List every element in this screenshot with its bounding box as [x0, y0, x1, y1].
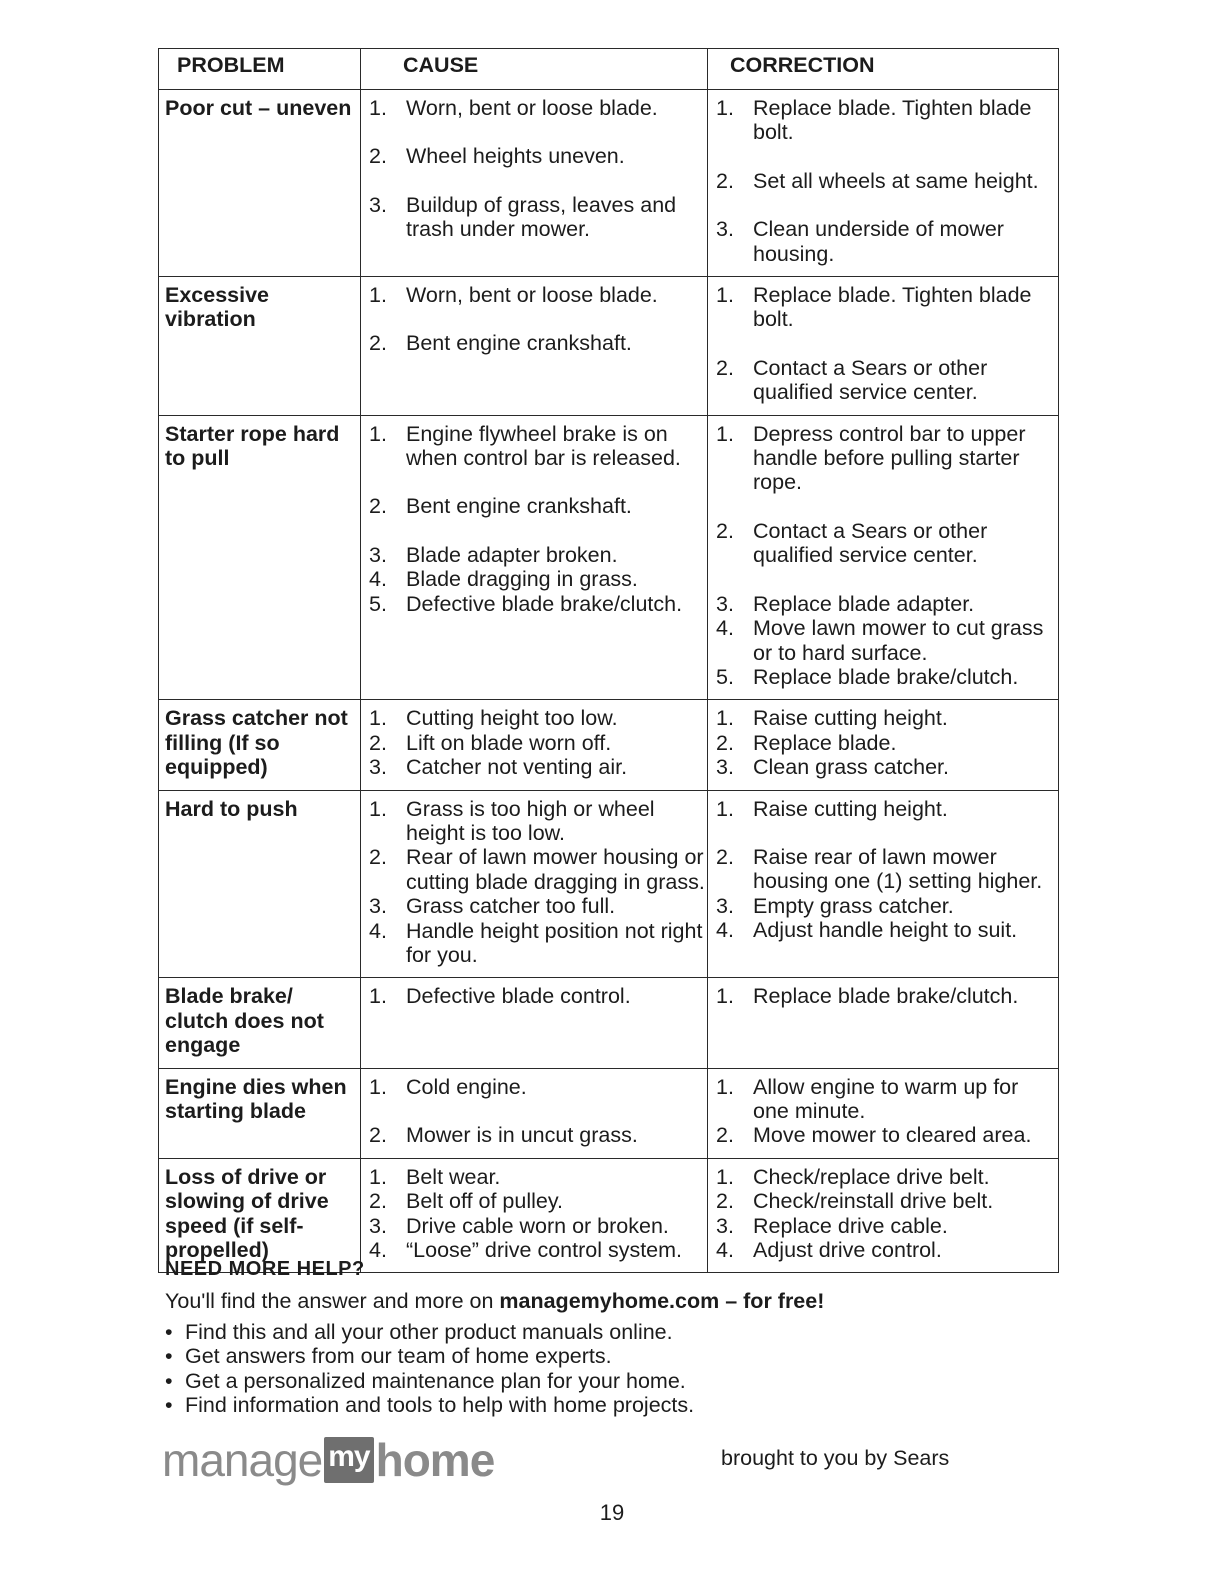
item-number: 2. — [716, 168, 734, 193]
correction-item — [716, 1123, 1056, 1147]
correction-item — [716, 706, 1056, 730]
cause-item — [369, 1075, 705, 1099]
correction-item — [716, 755, 1056, 779]
item-number: 4. — [716, 1238, 734, 1263]
correction-item — [716, 1075, 1056, 1124]
item-text: Belt wear. — [406, 1164, 501, 1189]
item-text: Replace blade. Tighten blade bolt. — [753, 96, 1032, 145]
item-text: Allow engine to warm up for one minute. — [753, 1074, 1019, 1123]
cause-item — [369, 1214, 705, 1238]
correction-item — [716, 422, 1056, 495]
cause-cell — [361, 978, 708, 1068]
correction-cell — [708, 1068, 1059, 1158]
cause-item — [369, 494, 705, 518]
problem-cell: Grass catcher not filling (If so equipped) — [159, 700, 361, 790]
item-text: Contact a Sears or other qualified service center. — [753, 355, 988, 405]
item-text: Clean underside of mower housing. — [753, 217, 1004, 266]
cause-item — [369, 797, 705, 846]
correction-item — [716, 1214, 1056, 1238]
item-number: 1. — [716, 1074, 734, 1099]
item-number: 3. — [716, 755, 734, 780]
item-text: Cold engine. — [406, 1074, 527, 1099]
item-text: Empty grass catcher. — [753, 893, 954, 918]
bullet-text: Get answers from our team of home experts. — [185, 1344, 612, 1369]
item-number: 2. — [369, 331, 387, 356]
correction-item — [716, 797, 1056, 821]
correction-item — [716, 1165, 1056, 1189]
item-text: Replace blade brake/clutch. — [753, 664, 1019, 689]
item-text: Clean grass catcher. — [753, 755, 949, 780]
correction-item — [716, 918, 1056, 942]
item-text: “Loose” drive control system. — [406, 1238, 683, 1263]
item-number: 2. — [369, 1123, 387, 1147]
cause-item — [369, 144, 705, 168]
item-number: 4. — [716, 918, 734, 943]
table-row — [159, 1158, 1059, 1273]
item-text: Grass catcher too full. — [406, 894, 616, 919]
item-text: Rear of lawn mower housing or cutting blade dragging in grass. — [406, 845, 705, 894]
cause-item — [369, 845, 705, 894]
problem-cell: Loss of drive or slowing of drive speed (if self-propelled) — [159, 1158, 361, 1273]
item-number: 3. — [369, 192, 387, 217]
item-number: 1. — [369, 283, 387, 308]
correction-item — [716, 217, 1056, 266]
problem-cell: Blade brake/ clutch does not engage — [159, 978, 361, 1068]
item-number: 4. — [369, 918, 387, 943]
bullet-text: Get a personalized maintenance plan for your home. — [185, 1368, 686, 1393]
correction-item — [716, 169, 1056, 193]
correction-cell — [708, 1158, 1059, 1273]
cause-cell — [361, 790, 708, 978]
item-text: Defective blade brake/clutch. — [406, 591, 683, 616]
header-correction: CORRECTION — [708, 49, 1059, 90]
problem-cell: Poor cut – uneven — [159, 90, 361, 277]
correction-item — [716, 592, 1056, 616]
bullet-dot: • — [165, 1368, 173, 1393]
item-text: Drive cable worn or broken. — [406, 1213, 669, 1238]
item-text: Grass is too high or wheel height is too low. — [406, 796, 655, 845]
item-text: Check/reinstall drive belt. — [753, 1189, 994, 1214]
table-row — [159, 790, 1059, 978]
item-number: 1. — [716, 283, 734, 308]
item-number: 3. — [716, 893, 734, 918]
item-number: 2. — [716, 1123, 734, 1148]
item-number: 1. — [369, 706, 387, 731]
help-bullet-list — [165, 1320, 1045, 1418]
item-text: Contact a Sears or other qualified service center. — [753, 518, 988, 568]
item-number: 2. — [716, 730, 734, 755]
table-row — [159, 1068, 1059, 1158]
cause-item — [369, 567, 705, 591]
item-text: Cutting height too low. — [406, 706, 618, 731]
cause-item — [369, 283, 705, 307]
correction-item — [716, 845, 1056, 894]
item-number: 4. — [369, 1238, 387, 1263]
cause-cell — [361, 277, 708, 416]
item-number: 3. — [369, 755, 387, 780]
item-number: 1. — [369, 421, 387, 446]
correction-item — [716, 1189, 1056, 1213]
item-text: Buildup of grass, leaves and trash under mower. — [406, 192, 677, 242]
item-number: 2. — [369, 144, 387, 169]
help-title: NEED MORE HELP? — [165, 1258, 365, 1280]
help-intro-link: managemyhome.com – for free! — [499, 1289, 825, 1313]
item-number: 1. — [369, 796, 387, 821]
item-number: 2. — [369, 1189, 387, 1214]
correction-item — [716, 616, 1056, 665]
item-number: 1. — [716, 96, 734, 120]
item-text: Blade dragging in grass. — [406, 567, 638, 592]
item-number: 3. — [369, 1213, 387, 1238]
item-number: 3. — [716, 591, 734, 616]
cause-item — [369, 731, 705, 755]
correction-cell — [708, 415, 1059, 700]
cause-item — [369, 984, 705, 1008]
item-text: Replace drive cable. — [753, 1213, 948, 1238]
logo-manage: manage — [162, 1434, 323, 1486]
problem-cell: Excessive vibration — [159, 277, 361, 416]
correction-item — [716, 894, 1056, 918]
cause-cell — [361, 1158, 708, 1273]
item-text: Check/replace drive belt. — [753, 1164, 990, 1189]
item-text: Catcher not venting air. — [406, 755, 628, 780]
item-text: Raise rear of lawn mower housing one (1) setting higher. — [753, 844, 1043, 894]
item-text: Mower is in uncut grass. — [406, 1123, 638, 1147]
cause-item — [369, 755, 705, 779]
correction-item — [716, 283, 1056, 332]
item-text: Raise cutting height. — [753, 796, 948, 821]
bullet-dot: • — [165, 1344, 173, 1369]
help-bullet — [165, 1369, 1045, 1393]
cause-item — [369, 96, 705, 120]
item-text: Replace blade adapter. — [753, 591, 975, 616]
cause-cell — [361, 1068, 708, 1158]
item-text: Move lawn mower to cut grass or to hard surface. — [753, 616, 1044, 665]
item-text: Blade adapter broken. — [406, 542, 618, 567]
table-row — [159, 277, 1059, 416]
item-number: 5. — [716, 664, 734, 689]
item-number: 1. — [369, 96, 387, 120]
item-number: 1. — [716, 706, 734, 731]
cause-item — [369, 1123, 705, 1147]
help-bullet — [165, 1344, 1045, 1368]
correction-cell — [708, 978, 1059, 1068]
bullet-dot: • — [165, 1320, 173, 1344]
problem-cell: Hard to push — [159, 790, 361, 978]
bullet-text: Find this and all your other product manuals online. — [185, 1320, 673, 1344]
item-number: 2. — [716, 844, 734, 869]
item-text: Replace blade. Tighten blade bolt. — [753, 283, 1032, 332]
item-number: 3. — [716, 1213, 734, 1238]
cause-item — [369, 331, 705, 355]
item-number: 1. — [369, 1164, 387, 1189]
header-cause: CAUSE — [361, 49, 708, 90]
cause-item — [369, 894, 705, 918]
item-text: Bent engine crankshaft. — [406, 331, 632, 356]
correction-cell — [708, 90, 1059, 277]
cause-cell — [361, 90, 708, 277]
item-number: 1. — [716, 1164, 734, 1189]
bullet-dot: • — [165, 1393, 173, 1418]
item-number: 3. — [369, 542, 387, 567]
item-text: Replace blade. — [753, 730, 897, 755]
item-text: Worn, bent or loose blade. — [406, 283, 658, 308]
item-number: 2. — [369, 730, 387, 755]
correction-item — [716, 356, 1056, 405]
item-text: Lift on blade worn off. — [406, 730, 612, 755]
correction-item — [716, 96, 1056, 145]
item-text: Defective blade control. — [406, 984, 631, 1009]
correction-item — [716, 665, 1056, 689]
item-number: 1. — [716, 984, 734, 1009]
item-number: 2. — [369, 845, 387, 870]
item-text: Raise cutting height. — [753, 706, 948, 731]
correction-item — [716, 731, 1056, 755]
logo-my: my — [324, 1437, 373, 1483]
table-row — [159, 415, 1059, 700]
cause-item — [369, 1165, 705, 1189]
troubleshooting-table — [158, 48, 1059, 1273]
item-number: 2. — [716, 518, 734, 543]
item-number: 2. — [716, 355, 734, 380]
help-intro-text: You'll find the answer and more on — [165, 1289, 500, 1313]
managemyhome-logo — [162, 1430, 494, 1490]
item-text: Replace blade brake/clutch. — [753, 984, 1019, 1009]
item-number: 4. — [369, 567, 387, 592]
correction-cell — [708, 700, 1059, 790]
table-header-row — [159, 49, 1059, 90]
correction-cell — [708, 790, 1059, 978]
table-row — [159, 700, 1059, 790]
page-number: 19 — [599, 1500, 625, 1525]
item-text: Set all wheels at same height. — [753, 168, 1039, 193]
correction-item — [716, 984, 1056, 1008]
item-number: 4. — [716, 616, 734, 641]
header-problem: PROBLEM — [159, 49, 361, 90]
item-text: Depress control bar to upper handle before pulling starter rope. — [753, 421, 1026, 495]
cause-cell — [361, 415, 708, 700]
bullet-text: Find information and tools to help with home projects. — [185, 1393, 695, 1418]
need-more-help-section — [165, 1258, 1045, 1418]
item-text: Worn, bent or loose blade. — [406, 96, 658, 120]
problem-cell: Engine dies when starting blade — [159, 1068, 361, 1158]
correction-item — [716, 519, 1056, 568]
item-number: 3. — [716, 217, 734, 242]
item-number: 3. — [369, 894, 387, 919]
help-intro — [165, 1289, 1045, 1314]
item-number: 1. — [716, 421, 734, 446]
byline: brought to you by Sears — [721, 1446, 950, 1470]
cause-cell — [361, 700, 708, 790]
item-number: 2. — [369, 494, 387, 519]
cause-item — [369, 1189, 705, 1213]
item-text: Belt off of pulley. — [406, 1189, 563, 1214]
item-text: Handle height position not right for you. — [406, 918, 703, 967]
cause-item — [369, 543, 705, 567]
cause-item — [369, 592, 705, 616]
item-text: Adjust handle height to suit. — [753, 918, 1018, 943]
item-number: 2. — [716, 1189, 734, 1214]
cause-item — [369, 706, 705, 730]
correction-cell — [708, 277, 1059, 416]
item-number: 1. — [369, 984, 387, 1009]
help-bullet — [165, 1320, 1045, 1344]
item-text: Wheel heights uneven. — [406, 144, 625, 169]
problem-cell: Starter rope hard to pull — [159, 415, 361, 700]
item-text: Adjust drive control. — [753, 1238, 942, 1263]
logo-home: home — [375, 1434, 495, 1486]
item-text: Bent engine crankshaft. — [406, 494, 632, 519]
item-text: Engine flywheel brake is on when control bar is released. — [406, 421, 681, 471]
cause-item — [369, 422, 705, 471]
help-bullet — [165, 1393, 1045, 1417]
cause-item — [369, 919, 705, 968]
item-number: 1. — [369, 1074, 387, 1099]
table-body — [159, 90, 1059, 1273]
item-number: 1. — [716, 796, 734, 821]
item-number: 5. — [369, 591, 387, 616]
item-text: Move mower to cleared area. — [753, 1123, 1032, 1148]
cause-item — [369, 193, 705, 242]
table-row — [159, 978, 1059, 1068]
table-row — [159, 90, 1059, 277]
